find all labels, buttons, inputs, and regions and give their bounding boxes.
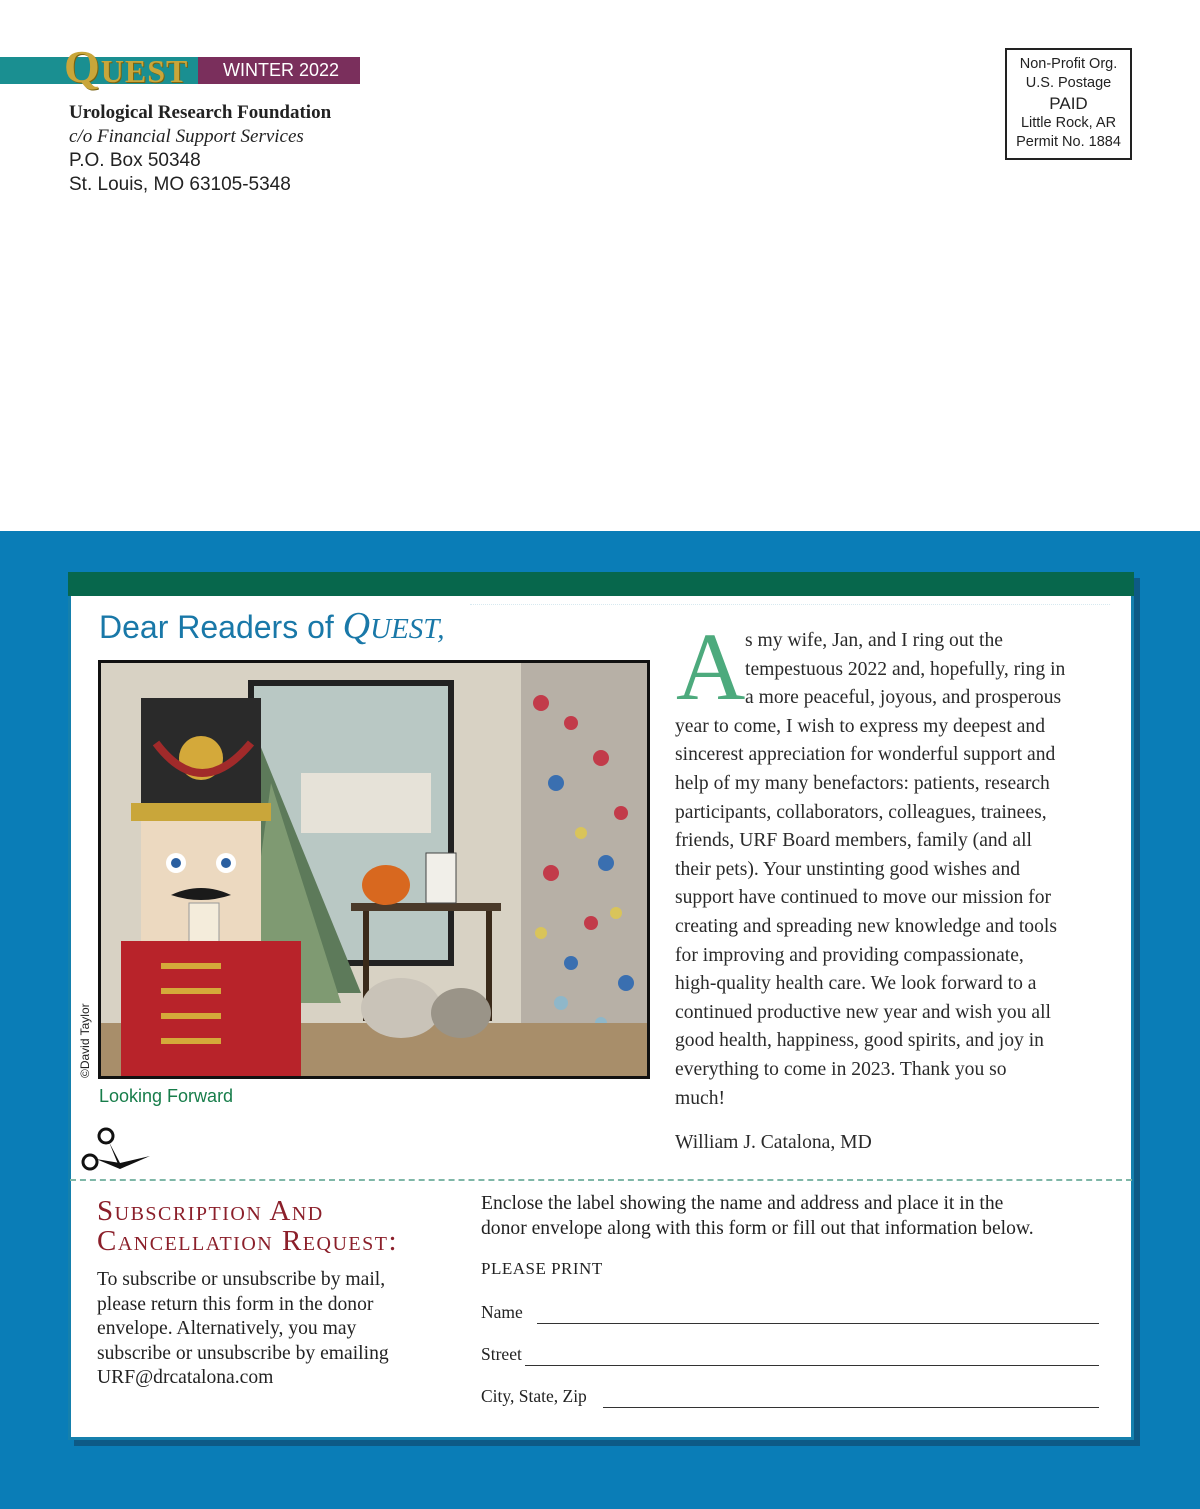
- nutcracker-photo-illustration: [101, 663, 647, 1076]
- enclose-instructions: [481, 1191, 1121, 1241]
- letter-line: participants, collaborators, colleagues, trainees,: [675, 801, 1047, 823]
- photo-credit: ©David Taylor: [78, 1003, 92, 1078]
- letter-line: much!: [675, 1087, 726, 1109]
- city-state-zip-label: City, State, Zip: [481, 1386, 587, 1406]
- form-instruction-line: subscribe or unsubscribe by emailing: [97, 1342, 389, 1364]
- cut-line: [70, 1179, 1132, 1181]
- scissors-icon: [80, 1127, 152, 1179]
- letter-line: s my wife, Jan, and I ring out the: [745, 630, 1003, 651]
- letter-card-header-bar: [68, 572, 1134, 596]
- name-field-line[interactable]: [537, 1323, 1099, 1324]
- form-instruction-line: please return this form in the donor: [97, 1293, 374, 1315]
- form-title: Subscription And Cancellation Request:: [97, 1195, 399, 1257]
- return-address-care-of: c/o Financial Support Services: [69, 126, 304, 147]
- city-state-zip-field[interactable]: [481, 1386, 1099, 1412]
- letter-greeting: [99, 606, 445, 649]
- letter-line: friends, URF Board members, family (and all: [675, 830, 1032, 852]
- letter-line: good health, happiness, good spirits, and joy in: [675, 1030, 1044, 1052]
- letter-line: their pets). Your unstinting good wishes and: [675, 858, 1021, 880]
- drop-cap: A: [676, 613, 746, 720]
- photo-caption: Looking Forward: [99, 1086, 234, 1106]
- street-field-line[interactable]: [525, 1365, 1099, 1366]
- enclose-line: Enclose the label showing the name and address and place it in the: [481, 1193, 1004, 1214]
- letter-line: help of my many benefactors: patients, research: [675, 772, 1050, 794]
- city-state-zip-line[interactable]: [603, 1407, 1099, 1408]
- return-address-org: Urological Research Foundation: [69, 102, 332, 123]
- letter-line: high-quality health care. We look forward to a: [675, 973, 1037, 995]
- form-email-link[interactable]: URF@drcatalona.com: [97, 1367, 274, 1389]
- street-field[interactable]: [481, 1344, 1099, 1370]
- nutcracker-photo: [98, 660, 650, 1079]
- street-field-label: Street: [481, 1344, 522, 1364]
- postage-line-2: U.S. Postage: [1025, 75, 1112, 91]
- name-field-label: Name: [481, 1302, 523, 1322]
- letter-line: everything to come in 2023. Thank you so: [675, 1058, 1007, 1080]
- letter-line: a more peaceful, joyous, and prosperous: [745, 687, 1062, 709]
- return-address-po-box: P.O. Box 50348: [69, 150, 201, 171]
- postage-line-1: Non-Profit Org.: [1019, 56, 1118, 72]
- form-instruction-line: envelope. Alternatively, you may: [97, 1318, 357, 1340]
- decorative-dotted-rule: [470, 604, 1110, 606]
- letter-line: tempestuous 2022 and, hopefully, ring in: [745, 658, 1066, 680]
- postage-indicia: [1005, 48, 1132, 160]
- letter-body: [675, 627, 1115, 1113]
- enclose-line: donor envelope along with this form or fill out that information below.: [481, 1218, 1034, 1239]
- letter-line: sincerest appreciation for wonderful support and: [675, 744, 1056, 766]
- form-instruction-line: To subscribe or unsubscribe by mail,: [97, 1269, 386, 1290]
- return-address-city: St. Louis, MO 63105-5348: [69, 174, 291, 195]
- postage-line-4: Little Rock, AR: [1020, 115, 1117, 131]
- letter-line: support have continued to move our mission for: [675, 887, 1052, 909]
- letter-line: for improving and providing compassionate,: [675, 944, 1024, 966]
- please-print-label: PLEASE PRINT: [481, 1259, 603, 1278]
- letter-line: continued productive new year and wish you all: [675, 1001, 1051, 1023]
- return-address: [69, 101, 331, 197]
- greeting-quest: QUEST,: [342, 605, 445, 647]
- name-field[interactable]: [481, 1302, 1099, 1328]
- letter-signature: William J. Catalona, MD: [675, 1132, 872, 1153]
- postage-paid: PAID: [1049, 94, 1088, 113]
- postage-line-5: Permit No. 1884: [1016, 134, 1121, 150]
- letter-line: creating and spreading new knowledge and tools: [675, 915, 1057, 937]
- quest-logo: QUEST: [64, 41, 189, 92]
- issue-label: WINTER 2022: [198, 57, 360, 84]
- greeting-prefix: Dear Readers of: [99, 609, 334, 645]
- letter-line: year to come, I wish to express my deepest and: [675, 715, 1045, 737]
- form-instructions: [97, 1268, 437, 1391]
